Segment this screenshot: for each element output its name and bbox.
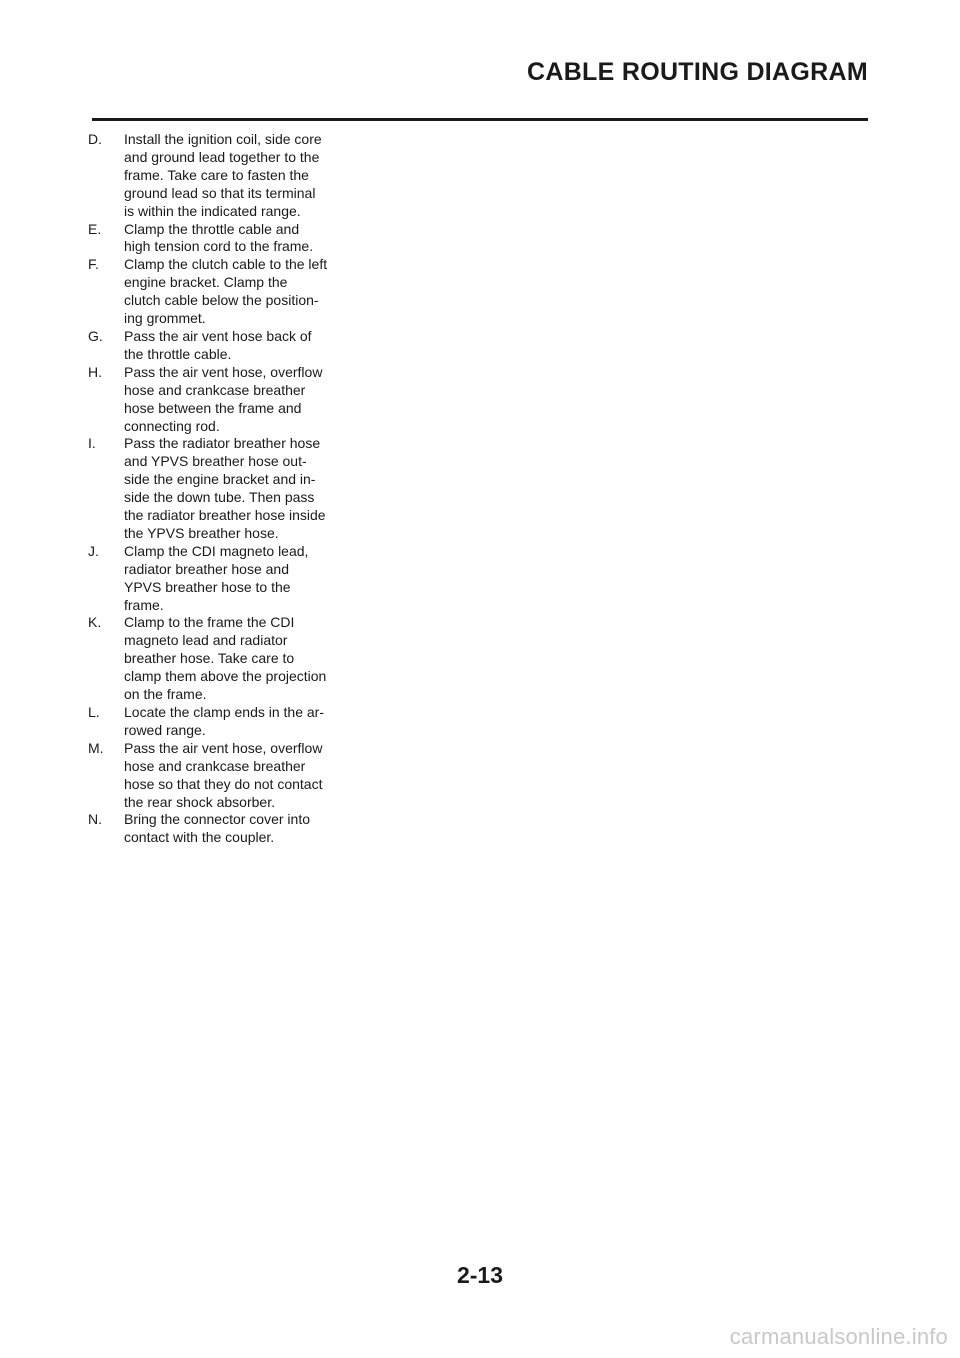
instruction-step (88, 740, 338, 812)
step-line: Pass the air vent hose, overflow (124, 363, 323, 380)
step-line: hose and crankcase breather (124, 381, 306, 398)
step-line: Pass the air vent hose, overflow (124, 739, 323, 756)
step-letter: I. (88, 435, 96, 452)
step-text (124, 543, 338, 615)
step-letter: K. (88, 614, 102, 631)
step-line: clamp them above the projection (124, 668, 327, 685)
step-text (124, 328, 338, 364)
instruction-step (88, 811, 338, 847)
step-letter: H. (88, 363, 102, 380)
step-line: Bring the connector cover into (124, 811, 310, 828)
step-line: high tension cord to the frame. (124, 238, 314, 255)
step-line: and YPVS breather hose out- (124, 453, 307, 470)
step-text (124, 256, 338, 328)
step-line: ing grommet. (124, 310, 206, 327)
step-text (124, 811, 338, 847)
step-letter: L. (88, 704, 100, 720)
step-line: contact with the coupler. (124, 829, 275, 846)
step-line: breather hose. Take care to (124, 650, 295, 667)
step-letter: F. (88, 256, 99, 273)
instruction-step (88, 614, 338, 704)
step-line: Clamp the CDI magneto lead, (124, 542, 309, 559)
step-line: the YPVS breather hose. (124, 524, 279, 541)
title-rule (92, 118, 868, 121)
step-text (124, 614, 338, 704)
step-text (124, 740, 338, 812)
step-letter: N. (88, 811, 102, 828)
step-line: Clamp the clutch cable to the left (124, 256, 328, 273)
step-line: is within the indicated range. (124, 202, 301, 219)
step-line: engine bracket. Clamp the (124, 274, 288, 291)
step-line: the throttle cable. (124, 345, 232, 362)
step-line: Pass the air vent hose back of (124, 327, 312, 344)
step-text (124, 704, 338, 740)
instruction-step (88, 364, 338, 436)
step-line: side the down tube. Then pass (124, 489, 315, 506)
step-line: Locate the clamp ends in the ar- (124, 704, 325, 720)
page-number: 2-13 (456, 1262, 504, 1288)
step-letter: G. (88, 327, 103, 344)
step-text (124, 221, 338, 257)
instruction-step (88, 221, 338, 257)
instruction-step (88, 256, 338, 328)
instruction-list (88, 131, 338, 847)
page-title: CABLE ROUTING DIAGRAM (526, 58, 868, 86)
step-line: and ground lead together to the (124, 148, 320, 165)
step-line: side the engine bracket and in- (124, 471, 316, 488)
instruction-step (88, 543, 338, 615)
step-text (124, 364, 338, 436)
watermark: carmanualsonline.info (729, 1324, 948, 1349)
step-line: the rear shock absorber. (124, 793, 275, 810)
instruction-step (88, 704, 338, 740)
step-line: Pass the radiator breather hose (124, 435, 321, 452)
step-line: frame. Take care to fasten the (124, 166, 309, 183)
step-line: ground lead so that its terminal (124, 184, 316, 201)
step-text (124, 131, 338, 221)
step-line: on the frame. (124, 686, 207, 703)
instruction-step (88, 435, 338, 542)
step-line: hose and crankcase breather (124, 757, 306, 774)
step-letter: E. (88, 220, 102, 237)
step-line: clutch cable below the position- (124, 292, 319, 309)
step-line: Clamp to the frame the CDI (124, 614, 295, 631)
step-line: Clamp the throttle cable and (124, 220, 300, 237)
step-letter: J. (88, 542, 99, 559)
step-line: frame. (124, 596, 164, 613)
step-line: hose between the frame and (124, 399, 302, 416)
instruction-step (88, 328, 338, 364)
step-line: connecting rod. (124, 417, 220, 434)
step-line: magneto lead and radiator (124, 632, 288, 649)
step-letter: D. (88, 131, 102, 147)
step-line: hose so that they do not contact (124, 775, 323, 792)
step-letter: M. (88, 739, 104, 756)
step-line: radiator breather hose and (124, 560, 289, 577)
step-line: rowed range. (124, 721, 206, 738)
step-text (124, 435, 338, 542)
step-line: the radiator breather hose inside (124, 507, 326, 524)
instruction-step (88, 131, 338, 221)
step-line: Install the ignition coil, side core (124, 131, 322, 147)
step-line: YPVS breather hose to the (124, 578, 291, 595)
